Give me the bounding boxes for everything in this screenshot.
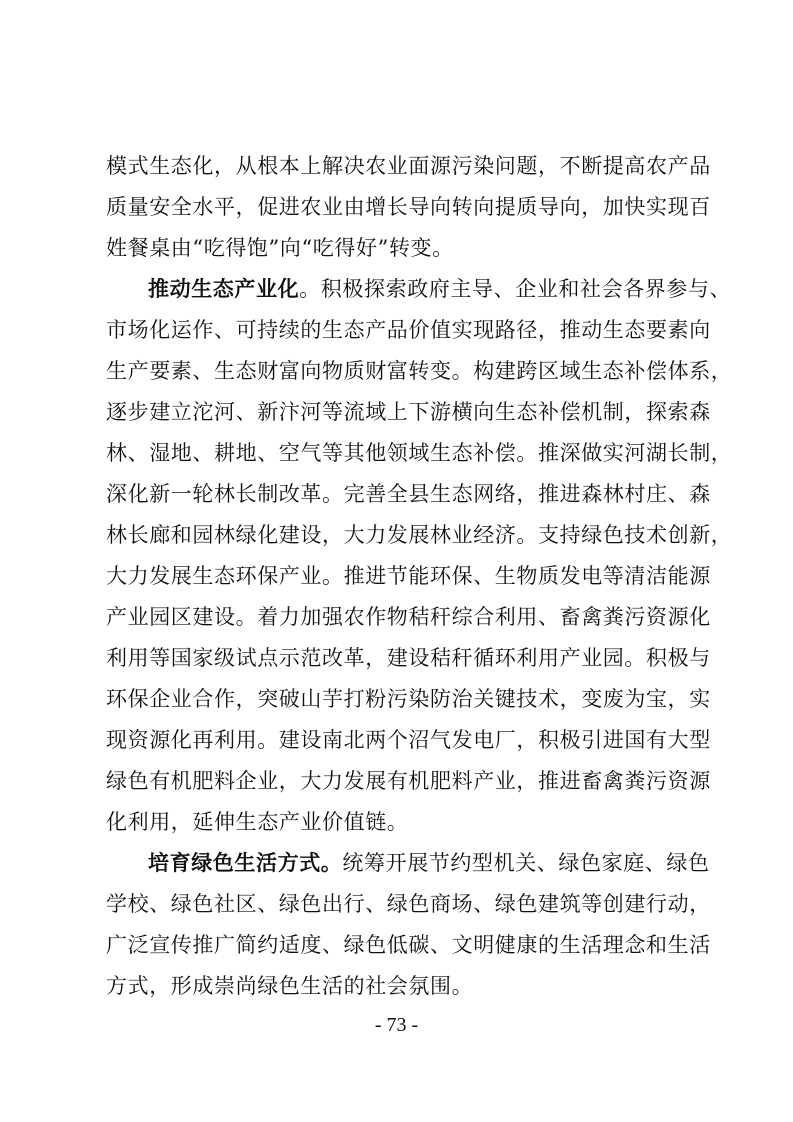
paragraph-2-line-7: 林长廊和园林绿化建设，大力发展林业经济。支持绿色技术创新， (106, 523, 733, 547)
paragraph-2-line-1 (148, 273, 732, 305)
paragraph-3-line-4: 方式，形成崇尚绿色生活的社会氛围。 (106, 974, 474, 998)
paragraph-2-first-line-text: 。积极探索政府主导、企业和社会各界参与、 (299, 277, 732, 301)
paragraph-2-line-12: 现资源化再利用。建设南北两个沼气发电厂，积极引进国有大型 (106, 728, 711, 752)
paragraph-3-heading: 培育绿色生活方式。 (148, 851, 343, 875)
paragraph-2-line-11: 环保企业合作，突破山芋打粉污染防治关键技术，变废为宝，实 (106, 687, 711, 711)
paragraph-2-line-13: 绿色有机肥料企业，大力发展有机肥料产业，推进畜禽粪污资源 (106, 769, 711, 793)
paragraph-2-line-5: 林、湿地、耕地、空气等其他领域生态补偿。推深做实河湖长制， (106, 441, 733, 465)
paragraph-1-line-2: 质量安全水平，促进农业由增长导向转向提质导向，加快实现百 (106, 195, 711, 219)
paragraph-2-line-9: 产业园区建设。着力加强农作物秸秆综合利用、畜禽粪污资源化 (106, 605, 711, 629)
paragraph-2-line-3: 生产要素、生态财富向物质财富转变。构建跨区域生态补偿体系， (106, 359, 733, 383)
paragraph-2-line-6: 深化新一轮林长制改革。完善全县生态网络，推进森林村庄、森 (106, 482, 711, 506)
paragraph-3-line-2: 学校、绿色社区、绿色出行、绿色商场、绿色建筑等创建行动， (106, 892, 711, 916)
paragraph-2-line-2: 市场化运作、可持续的生态产品价值实现路径，推动生态要素向 (106, 318, 711, 342)
paragraph-1-line-3: 姓餐桌由“吃得饱”向“吃得好”转变。 (106, 236, 454, 260)
paragraph-3-line-3: 广泛宣传推广简约适度、绿色低碳、文明健康的生活理念和生活 (106, 933, 711, 957)
paragraph-3-first-line-text: 统筹开展节约型机关、绿色家庭、绿色 (342, 851, 710, 875)
paragraph-2-line-8: 大力发展生态环保产业。推进节能环保、生物质发电等清洁能源 (106, 564, 711, 588)
paragraph-3-line-1 (148, 847, 710, 879)
paragraph-2-line-14: 化利用，延伸生态产业价值链。 (106, 810, 409, 834)
paragraph-1-line-1: 模式生态化，从根本上解决农业面源污染问题，不断提高农产品 (106, 154, 711, 178)
paragraph-2-line-4: 逐步建立沱河、新汴河等流域上下游横向生态补偿机制，探索森 (106, 400, 711, 424)
paragraph-2-heading: 推动生态产业化 (148, 277, 300, 301)
paragraph-2-line-10: 利用等国家级试点示范改革，建设秸秆循环利用产业园。积极与 (106, 646, 711, 670)
page-number: - 73 - (374, 1014, 419, 1036)
